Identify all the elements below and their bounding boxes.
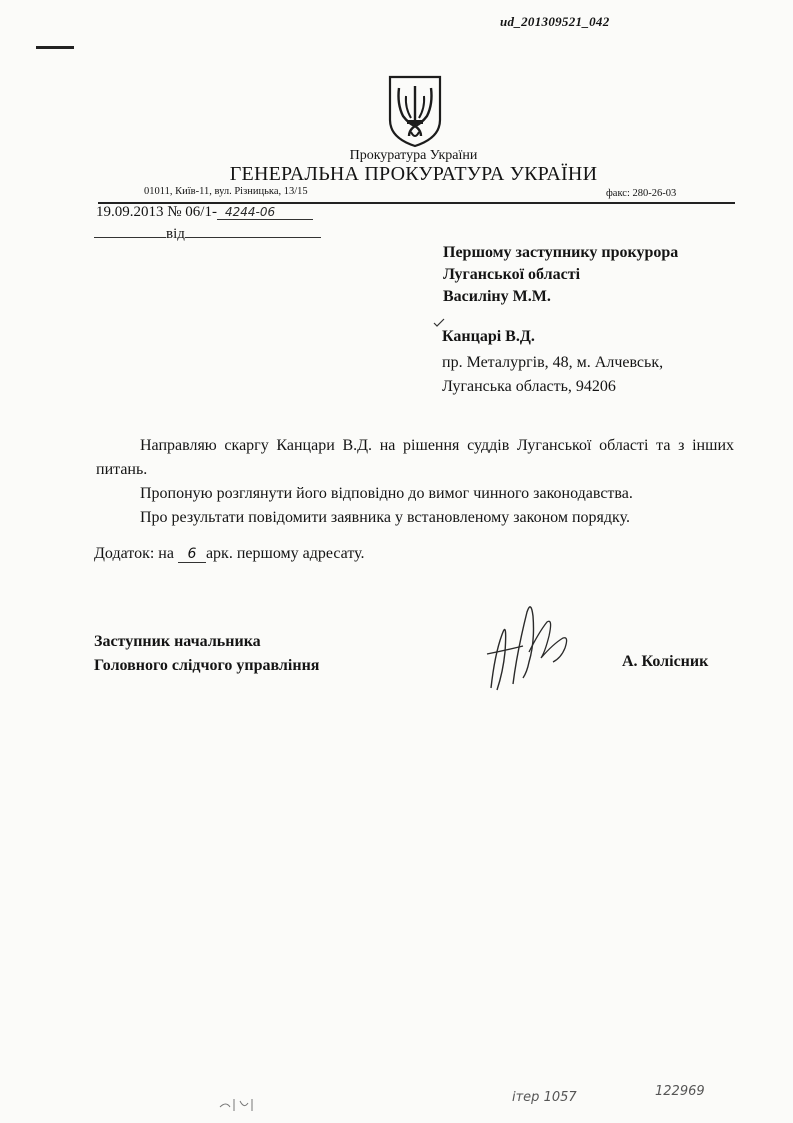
footer-scribble-mark <box>218 1093 258 1113</box>
secondary-recipient-address-line1: пр. Металургів, 48, м. Алчевськ, <box>442 354 664 371</box>
reference-blank-1 <box>94 224 166 238</box>
footer-handwritten-note-1: ітер 1057 <box>512 1090 577 1105</box>
handwritten-signature <box>483 592 573 697</box>
primary-recipient <box>443 242 678 308</box>
secondary-recipient-name: Канцарі В.Д. <box>442 328 535 345</box>
registration-number-handwritten: 4244-06 <box>217 205 313 220</box>
appendix-suffix: арк. першому адресату. <box>205 545 365 562</box>
signer-role-line2: Головного слідчого управління <box>94 657 320 674</box>
primary-recipient-line2: Луганської області <box>443 266 581 283</box>
letter-body <box>96 434 734 530</box>
agency-subtitle: Прокуратура України <box>349 148 478 163</box>
secondary-recipient-address <box>442 351 663 399</box>
body-paragraph-2: Пропоную розглянути його відповідно до вимог чинного законодавства. <box>140 485 633 502</box>
appendix-prefix: Додаток: на <box>94 545 174 562</box>
body-paragraph-3: Про результати повідомити заявника у встановленому законом порядку. <box>140 509 630 526</box>
signer-name: А. Колісник <box>622 653 709 670</box>
corner-dash-mark <box>36 46 74 49</box>
body-paragraph-1: Направляю скаргу Канцари В.Д. на рішення суддів Луганської області та з інших питань. <box>96 437 734 478</box>
footer-handwritten-note-2: 122969 <box>655 1084 705 1099</box>
document-id: ud_201309521_042 <box>500 14 610 29</box>
agency-fax: факс: 280-26-03 <box>606 188 677 199</box>
signer-role-line1: Заступник начальника <box>94 633 261 650</box>
reference-from-label: від <box>166 226 185 242</box>
appendix-page-count: 6 <box>178 546 206 563</box>
reference-line <box>94 224 321 243</box>
registration-line <box>96 204 313 221</box>
coat-of-arms-icon <box>387 74 443 148</box>
signer-role <box>94 630 319 678</box>
primary-recipient-line1: Першому заступнику прокурора <box>443 244 679 261</box>
registration-date-number: 19.09.2013 № 06/1- <box>96 204 217 220</box>
appendix-line <box>94 545 365 563</box>
primary-recipient-line3: Василіну М.М. <box>443 288 551 305</box>
secondary-recipient-address-line2: Луганська область, 94206 <box>442 378 616 395</box>
agency-address: 01011, Київ-11, вул. Різницька, 13/15 <box>144 186 308 197</box>
reference-blank-2 <box>185 224 321 238</box>
check-mark-icon <box>433 318 445 328</box>
agency-title: ГЕНЕРАЛЬНА ПРОКУРАТУРА УКРАЇНИ <box>229 163 598 185</box>
